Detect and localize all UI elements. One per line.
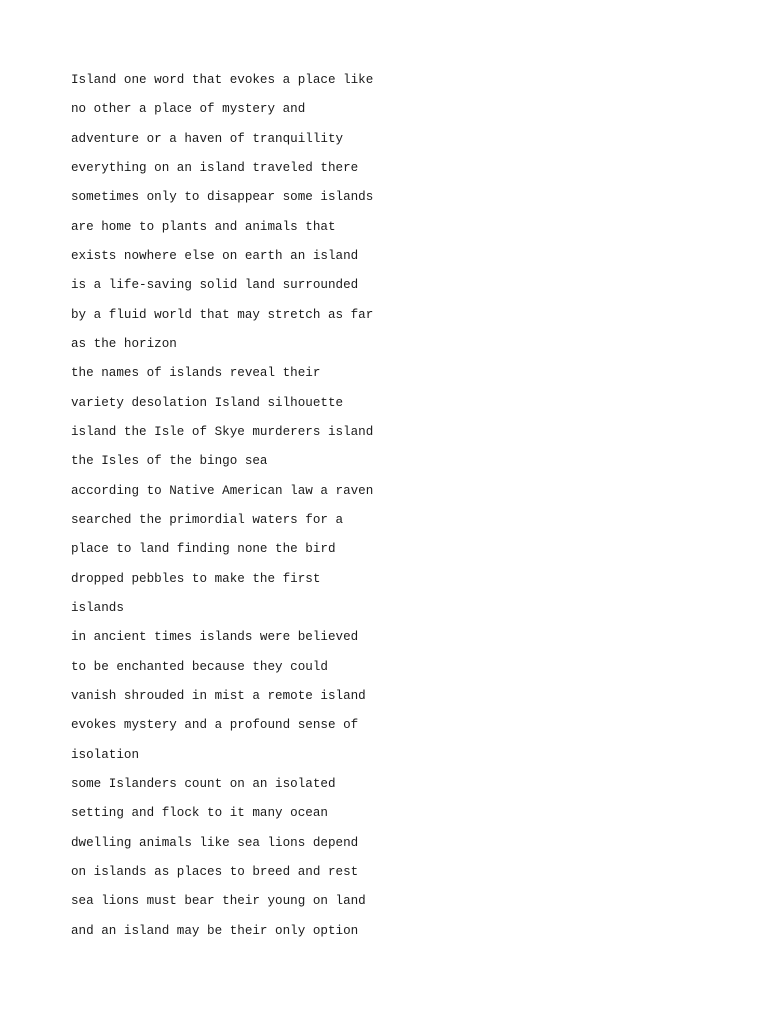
text-line: are home to plants and animals that <box>71 219 336 234</box>
text-line: to be enchanted because they could <box>71 659 328 674</box>
text-line: by a fluid world that may stretch as far <box>71 307 374 322</box>
text-line: and an island may be their only option <box>71 923 359 938</box>
text-line: no other a place of mystery and <box>71 102 306 117</box>
text-line: the names of islands reveal their <box>71 366 321 381</box>
text-line: as the horizon <box>71 336 177 351</box>
text-line: variety desolation Island silhouette <box>71 395 344 410</box>
text-line: evokes mystery and a profound sense of <box>71 718 359 733</box>
text-line: setting and flock to it many ocean <box>71 806 328 821</box>
text-line: island the Isle of Skye murderers island <box>71 424 374 439</box>
text-line: is a life-saving solid land surrounded <box>71 278 359 293</box>
text-line: place to land finding none the bird <box>71 542 336 557</box>
text-line: dwelling animals like sea lions depend <box>71 835 359 850</box>
text-line: sea lions must bear their young on land <box>71 894 366 909</box>
text-line: searched the primordial waters for a <box>71 512 344 527</box>
text-line: exists nowhere else on earth an island <box>71 248 359 263</box>
text-line: the Isles of the bingo sea <box>71 454 268 469</box>
text-line: on islands as places to breed and rest <box>71 864 359 879</box>
text-line: vanish shrouded in mist a remote island <box>71 688 366 703</box>
text-line: islands <box>71 600 124 615</box>
text-line: according to Native American law a raven <box>71 483 374 498</box>
text-line: Island one word that evokes a place like <box>71 73 374 87</box>
transcript-text <box>71 69 373 949</box>
text-line: adventure or a haven of tranquillity <box>71 131 344 146</box>
text-line: isolation <box>71 747 140 762</box>
text-line: sometimes only to disappear some islands <box>71 190 374 205</box>
text-line: everything on an island traveled there <box>71 160 359 175</box>
text-line: some Islanders count on an isolated <box>71 776 336 791</box>
text-line: dropped pebbles to make the first <box>71 571 321 586</box>
text-line: in ancient times islands were believed <box>71 630 359 645</box>
